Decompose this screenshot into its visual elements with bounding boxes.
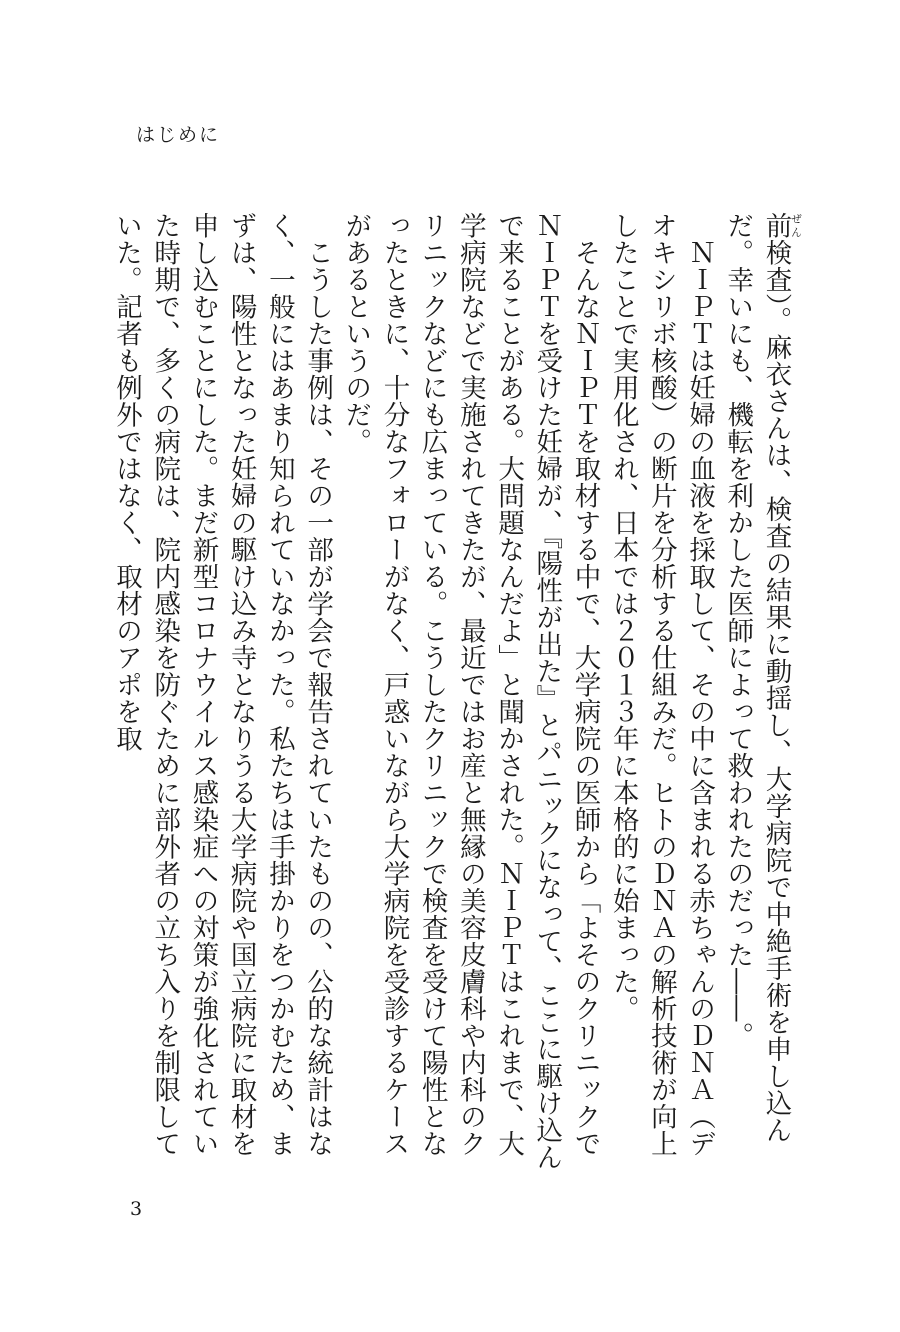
paragraph-4: こうした事例は、その一部が学会で報告されていたものの、公的な統計はなく、一般にはあまり知られていなかった。私たちは手掛かりをつかむため、まずは、陽性となった妊婦の駆け込み寺となりうる大学病院や国立病院に取材を申し込むことにした。まだ新型コロナウイルス感染症への対策が強化されていた時期で、多くの病院は、院内感染を防ぐために部外者の立ち入りを制限していた。記者も例外ではなく、取材のアポを取 xyxy=(111,212,334,1157)
paragraph-1-text: 検査）。麻衣さんは、検査の結果に動揺し、大学病院で中絶手術を申し込んだ。幸いにも、機転を利かした医師によって救われたのだった――。 xyxy=(722,212,792,1144)
page-number: 3 xyxy=(130,1198,143,1220)
ruby-reading: ぜん xyxy=(789,212,802,239)
paragraph-3: そんなＮＩＰＴを取材する中で、大学病院の医師から「よそのクリニックでＮＩＰＴを受けた妊婦が、『陽性が出た』とパニックになって、ここに駆け込んで来ることがある。大問題なんだよ」と聞かされた。ＮＩＰＴはこれまで、大学病院などで実施されてきたが、最近ではお産と無縁の美容皮膚科や内科のクリニックなどにも広まっている。こうしたクリニックで検査を受けて陽性となったときに、十分なフォローがなく、戸惑いながら大学病院を受診するケースがあるというのだ。 xyxy=(340,212,601,1171)
paragraph-2: ＮＩＰＴは妊婦の血液を採取して、その中に含まれる赤ちゃんのＤＮＡ（デオキシリボ核酸）の断片を分析する仕組みだ。ヒトのＤＮＡの解析技術が向上したことで実用化され、日本では２０１３年に本格的に始まった。 xyxy=(607,212,716,1157)
ruby-annotation xyxy=(760,212,802,239)
body-text xyxy=(102,212,802,1172)
paragraph-1 xyxy=(718,212,802,1172)
running-header: はじめに xyxy=(136,124,221,146)
ruby-base: 前 xyxy=(760,212,792,239)
